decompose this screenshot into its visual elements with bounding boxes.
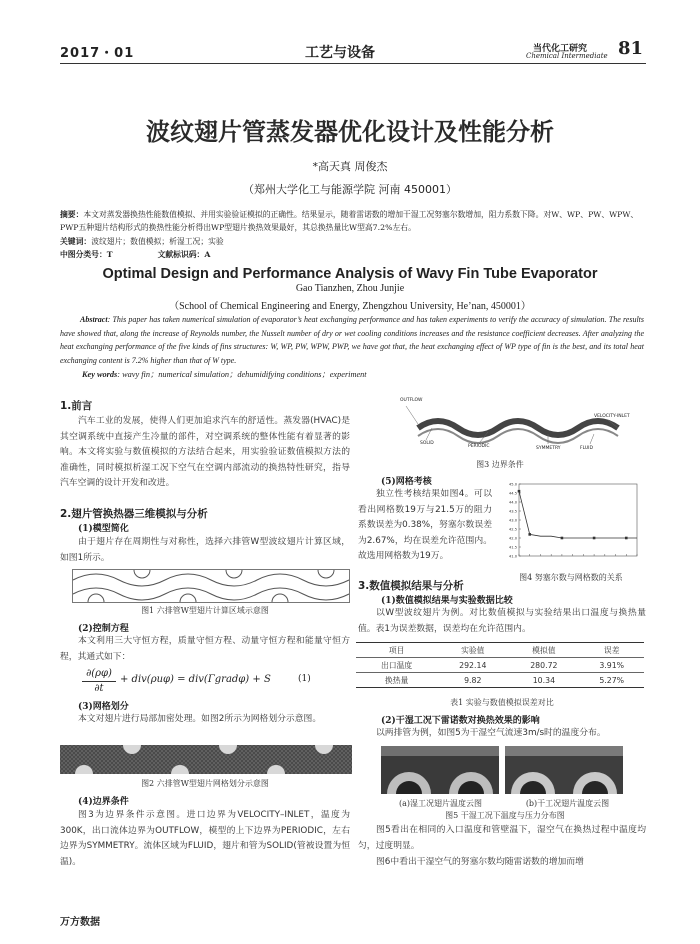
figure-1-fin-region	[72, 569, 350, 603]
data-point	[625, 537, 628, 540]
keywords-cn-label: 关键词：	[60, 237, 92, 246]
table-header-cell: 项目	[356, 643, 437, 658]
keywords-en: Key words: wavy fin；numerical simulation；dehumidifying conditions；experiment	[82, 370, 367, 379]
classification-cn	[60, 249, 210, 260]
section-2-2-heading: (2)控制方程	[78, 624, 129, 634]
y-tick-label: 43.5	[508, 509, 517, 514]
section-1-heading: 1.前言	[60, 400, 93, 412]
figure-5b-drawing	[505, 746, 623, 794]
clc-value: T	[106, 250, 113, 259]
footer-watermark: 万方数据	[60, 917, 100, 928]
y-tick-label: 43.0	[508, 518, 517, 523]
section-3-2-body-2: 图5看出在相同的入口温度和管壁温下，湿空气在换热过程中温度均匀，过度明显。	[358, 825, 646, 851]
section-2-1-body: 由于翅片存在周期性与对称性，选择六排管W型波纹翅片计算区域，如图1所示。	[60, 537, 350, 563]
keywords-cn	[60, 236, 224, 247]
paper-title-en: Optimal Design and Performance Analysis of Wavy Fin Tube Evaporator	[102, 266, 598, 282]
y-tick-label: 42.5	[508, 527, 517, 532]
fraction-bar	[82, 681, 116, 682]
affiliation-en: （School of Chemical Engineering and Energy, Zhengzhou University, He’nan, 450001）	[169, 301, 531, 312]
section-2-3-body: 本文对翅片进行局部加密处理。如图2所示为网格划分示意图。	[78, 714, 322, 724]
authors-cn: *高天真 周俊杰	[312, 160, 388, 173]
chart-frame	[519, 484, 637, 556]
abstract-cn-label: 摘要：	[60, 210, 84, 219]
table-cell: 9.82	[437, 673, 508, 688]
table-row	[356, 658, 644, 673]
header-rule	[60, 63, 646, 64]
section-3-2-body-3: 图6中看出干湿空气的努塞尔数均随雷诺数的增加而增	[376, 857, 584, 867]
keywords-cn-text: 波纹翅片；数值模拟；析湿工况；实验	[91, 237, 224, 246]
section-3-1-body: 以W型波纹翅片为例。对比数值模拟与实验结果出口温度与换热量值。表1为误差数据，误差均在允许范围内。	[358, 608, 646, 634]
figure-1-drawing	[73, 570, 349, 602]
figure-5b-dry-temperature	[505, 746, 623, 794]
fig3-label-velocity-inlet: VELOCITY-INLET	[594, 414, 630, 419]
fig3-label-outflow: OUTFLOW	[400, 398, 423, 403]
figure-1-caption: 图1 六排管W型翅片计算区域示意图	[141, 606, 269, 615]
figure-5a-drawing	[381, 746, 499, 794]
y-tick-label: 41.5	[508, 545, 517, 550]
table-cell: 292.14	[437, 658, 508, 673]
section-3-2-body: 以两排管为例，如图5为干湿空气流速3m/s时的温度分布。	[376, 728, 606, 738]
data-point	[593, 537, 596, 540]
y-tick-label: 44.0	[508, 500, 517, 505]
figure-4-caption: 图4 努塞尔数与网格数的关系	[519, 573, 623, 582]
section-2-4-body: 图3为边界条件示意图。进口边界为VELOCITY–INLET，温度为300K，出口流体边界为OUTFLOW，模型的上下边界为PERIODIC，左右边界为SYMMETRY。流体区域为FLUID，翅片和管为SOLID(管被设置为恒温)。	[60, 810, 350, 867]
section-2-heading: 2.翅片管换热器三维模拟与分析	[60, 508, 208, 520]
keywords-en-text: wavy fin；numerical simulation；dehumidifying conditions；experiment	[122, 370, 367, 379]
table-1-caption: 表1 实验与数值模拟误差对比	[450, 698, 554, 707]
section-2-1-heading: (1)模型简化	[78, 524, 129, 534]
figure-4-chart	[497, 478, 643, 568]
section-3-2-heading: (2)干湿工况下雷诺数对换热效果的影响	[381, 716, 540, 726]
figure-3-drawing	[398, 400, 648, 457]
data-point	[528, 533, 531, 536]
y-tick-label: 44.5	[508, 491, 517, 496]
figure-3-caption: 图3 边界条件	[476, 460, 524, 469]
table-cell: 换热量	[356, 673, 437, 688]
equation-number: (1)	[298, 674, 311, 684]
paper-title-cn: 波纹翅片管蒸发器优化设计及性能分析	[146, 118, 554, 146]
figure-5b-caption: (b)干工况翅片温度云图	[525, 799, 610, 808]
section-3-1-heading: (1)数值模拟结果与实验数据比较	[381, 596, 513, 606]
section-1-body: 汽车工业的发展，使得人们更加追求汽车的舒适性。蒸发器(HVAC)是其空调系统中直接产生冷量的部件，对空调系统的整体性能有着显著的影响。本文将实验与数值模拟的方法结合起来，用实验验证数值模拟方法的准确性，同时模拟析湿工况下空气在空调内部流动的换热特性研究，指导汽车空调的设计开发和改进。	[60, 416, 350, 489]
y-tick-label: 41.0	[508, 554, 517, 559]
section-2-4-heading: (4)边界条件	[78, 797, 129, 807]
equation-1	[60, 668, 350, 696]
abstract-cn	[60, 208, 646, 234]
abstract-en-text: This paper has taken numerical simulation of evaporator’s heat exchanging performance and has taken experiments to verify the accuracy of simulation. The results have showed that, along the increase of Reynolds number, the Nusselt number of dry or wet cooling conditions increases and the resistance coefficient decreases. After analyzing the heat exchanging performance of the five kinds of fins structures: W, WP, PW, WPW, PWP, we have got that, the heat exchanging effect of WP type of fin is the best, and its total heat exchanging content is 7.2% higher than that of W type.	[60, 315, 644, 365]
section-2-5-body: 独立性考核结果如图4。可以看出网格数19万与21.5万的阻力系数误差为0.38%，努塞尔数误差为2.67%，均在误差允许范围内。故选用网格数为19万。	[358, 489, 492, 562]
abstract-en: Abstract: This paper has taken numerical simulation of evaporator’s heat exchanging performance and has taken experiments to verify the accuracy of simulation. The results have showed that, along the increase of Reynolds number, the Nusselt number of dry or wet cooling conditions increases and the resistance coefficient decreases. After analyzing the heat exchanging performance of the five kinds of fins structures: W, WP, PW, WPW, PWP, we have got that, the heat exchanging effect of WP type of fin is the best, and its total heat exchanging content is 7.2% higher than that of W type.	[60, 315, 644, 365]
figure-5a-caption: (a)湿工况翅片温度云图	[398, 799, 482, 808]
fig3-label-solid: SOLID	[420, 441, 434, 446]
page-number: 81	[618, 38, 644, 59]
equation-denominator: ∂t	[94, 683, 104, 694]
table-header-row	[356, 643, 644, 658]
journal-name-en: Chemical Intermediate	[526, 52, 608, 60]
journal-name-cn: 当代化工研究	[533, 44, 588, 54]
section-3-heading: 3.数值模拟结果与分析	[358, 580, 464, 592]
fig3-label-fluid: FLUID	[580, 446, 593, 451]
data-point	[561, 537, 564, 540]
figure-4-svg	[497, 478, 643, 568]
figure-5-caption: 图5 干湿工况下温度与压力分布图	[445, 811, 565, 820]
figure-5a-wet-temperature	[381, 746, 499, 794]
keywords-en-label: Key words	[82, 370, 118, 379]
table-header-cell: 实验值	[437, 643, 508, 658]
equation-rhs: + div(ρuφ) = div(Γgradφ) + S	[120, 674, 271, 685]
affiliation-cn: （郑州大学化工与能源学院 河南 450001）	[243, 183, 457, 196]
figure-2-mesh	[60, 745, 352, 774]
fig3-label-periodic: PERIODIC	[468, 444, 490, 449]
equation-numerator: ∂(ρφ)	[86, 668, 112, 679]
table-header-cell: 模拟值	[508, 643, 579, 658]
table-cell: 出口温度	[356, 658, 437, 673]
abstract-cn-text: 本文对蒸发器换热性能数值模拟、并用实验验证模拟的正确性。结果显示，随着雷诺数的增加干湿工况努塞尔数增加，阻力系数下降。对W、WP、PW、WPW、PWP五种翅片结构形式的换热性能分析得出WP型翅片换热效果最好，其总换热量比W型高7.2%左右。	[60, 210, 639, 232]
figure-2-drawing	[60, 745, 352, 774]
section-title: 工艺与设备	[305, 45, 375, 61]
table-cell: 5.27%	[579, 673, 644, 688]
figure-2-caption: 图2 六排管W型翅片网格划分示意图	[141, 779, 269, 788]
table-header-cell: 误差	[579, 643, 644, 658]
doc-code-value: A	[204, 250, 211, 259]
fig3-label-symmetry: SYMMETRY	[536, 446, 561, 451]
doc-code-label: 文献标识码：	[157, 250, 205, 259]
table-cell: 10.34	[508, 673, 579, 688]
table-1	[356, 642, 644, 688]
y-tick-label: 42.0	[508, 536, 517, 541]
section-2-5-heading: (5)网格考核	[381, 477, 432, 487]
data-point	[518, 490, 521, 493]
table-cell: 3.91%	[579, 658, 644, 673]
table-cell: 280.72	[508, 658, 579, 673]
clc-label: 中图分类号：	[60, 250, 107, 259]
table-row	[356, 673, 644, 688]
issue-date: 2017・01	[60, 46, 135, 61]
y-tick-label: 45.0	[508, 482, 517, 487]
section-2-3-heading: (3)网格划分	[78, 702, 129, 712]
figure-3-boundary	[398, 400, 648, 457]
series-line	[519, 491, 637, 538]
section-2-2-body: 本文利用三大守恒方程，质量守恒方程、动量守恒方程和能量守恒方程，其通式如下：	[60, 636, 350, 662]
abstract-en-label: Abstract	[80, 315, 108, 324]
authors-en: Gao Tianzhen, Zhou Junjie	[295, 283, 405, 294]
